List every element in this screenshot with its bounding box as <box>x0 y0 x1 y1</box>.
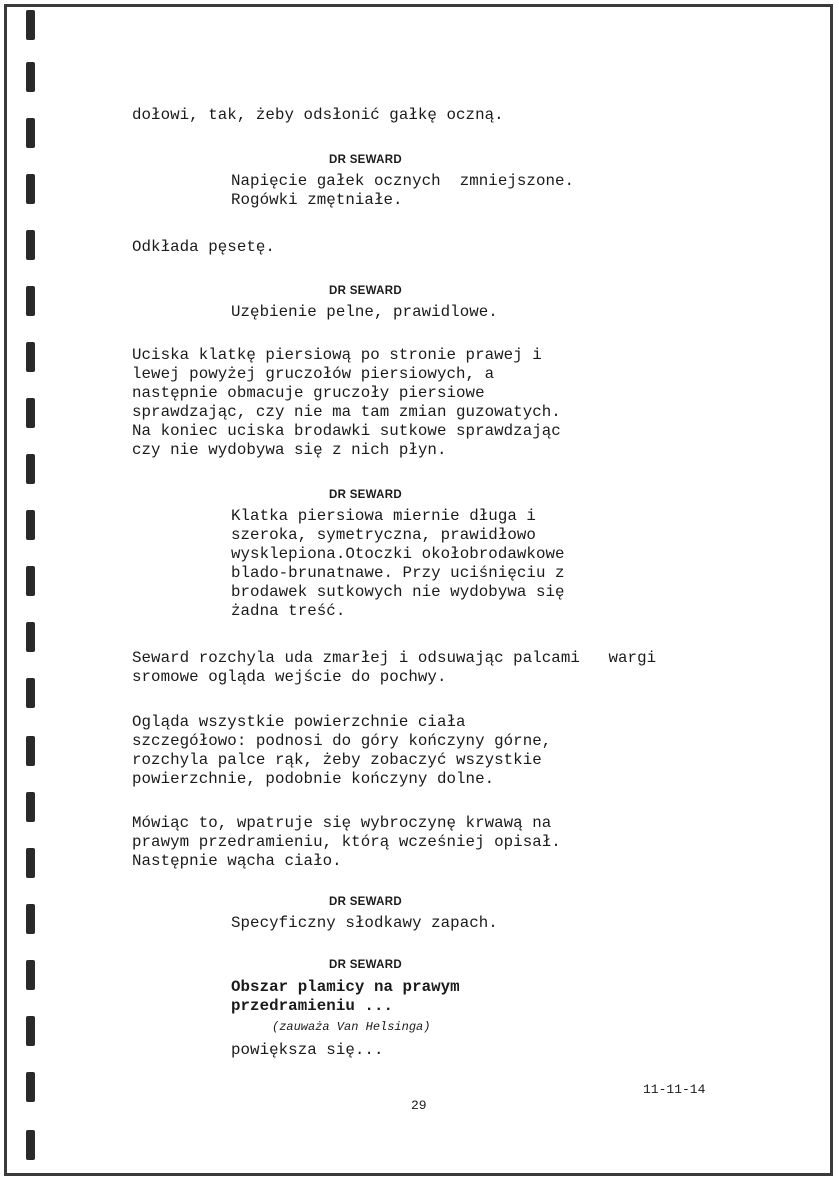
action-line: Seward rozchyla uda zmarłej i odsuwając palcami wargi <box>132 649 657 667</box>
binding-mark <box>26 792 35 822</box>
binding-mark <box>26 174 35 204</box>
binding-mark <box>26 230 35 260</box>
action-line: Na koniec uciska brodawki sutkowe sprawdzając <box>132 422 561 440</box>
binding-mark <box>26 678 35 708</box>
binding-mark <box>26 118 35 148</box>
binding-mark <box>26 1130 35 1160</box>
binding-mark <box>26 960 35 990</box>
dialog-line: brodawek sutkowych nie wydobywa się <box>231 583 565 601</box>
binding-mark <box>26 1072 35 1102</box>
action-line: Następnie wącha ciało. <box>132 852 342 870</box>
action-line: dołowi, tak, żeby odsłonić gałkę oczną. <box>132 106 504 124</box>
dialog-line: Klatka piersiowa miernie długa i <box>231 507 536 525</box>
footer-date: 11-11-14 <box>643 1082 706 1097</box>
action-line: Odkłada pęsetę. <box>132 238 275 256</box>
binding-mark <box>26 10 35 40</box>
action-line: sprawdzając, czy nie ma tam zmian guzowatych. <box>132 403 561 421</box>
binding-mark <box>26 286 35 316</box>
action-line: prawym przedramieniu, którą wcześniej opisał. <box>132 833 561 851</box>
binding-mark <box>26 62 35 92</box>
page-number: 29 <box>411 1098 427 1113</box>
binding-mark <box>26 904 35 934</box>
parenthetical: (zauważa Van Helsinga) <box>272 1020 431 1034</box>
binding-mark <box>26 848 35 878</box>
action-line: powierzchnie, podobnie kończyny dolne. <box>132 770 495 788</box>
dialog-line: Obszar plamicy na prawym <box>231 978 460 996</box>
action-line: Uciska klatkę piersiową po stronie prawej i <box>132 346 542 364</box>
dialog-line: Rogówki zmętniałe. <box>231 191 403 209</box>
dialog-line: Napięcie gałek ocznych zmniejszone. <box>231 172 575 190</box>
dialog-line: żadna treść. <box>231 602 346 620</box>
binding-mark <box>26 398 35 428</box>
action-line: czy nie wydobywa się z nich płyn. <box>132 441 447 459</box>
dialog-line: Uzębienie pelne, prawidlowe. <box>231 303 498 321</box>
binding-mark <box>26 342 35 372</box>
binding-mark <box>26 566 35 596</box>
action-line: lewej powyżej gruczołów piersiowych, a <box>132 365 495 383</box>
binding-mark <box>26 736 35 766</box>
dialog-line: Specyficzny słodkawy zapach. <box>231 914 498 932</box>
action-line: następnie obmacuje gruczoły piersiowe <box>132 384 485 402</box>
character-name: DR SEWARD <box>329 489 402 501</box>
dialog-line: szeroka, symetryczna, prawidłowo <box>231 526 536 544</box>
dialog-line: przedramieniu ... <box>231 997 394 1015</box>
dialog-line: powiększa się... <box>231 1041 384 1059</box>
binding-mark <box>26 622 35 652</box>
dialog-line: wysklepiona.Otoczki okołobrodawkowe <box>231 545 565 563</box>
action-line: szczegółowo: podnosi do góry kończyny górne, <box>132 732 552 750</box>
binding-holes <box>26 0 38 1183</box>
action-line: Mówiąc to, wpatruje się wybroczynę krwawą na <box>132 814 552 832</box>
dialog-line: blado-brunatnawe. Przy uciśnięciu z <box>231 564 565 582</box>
action-line: Ogląda wszystkie powierzchnie ciała <box>132 713 466 731</box>
action-line: sromowe ogląda wejście do pochwy. <box>132 668 447 686</box>
character-name: DR SEWARD <box>329 896 402 908</box>
action-line: rozchyla palce rąk, żeby zobaczyć wszystkie <box>132 751 542 769</box>
character-name: DR SEWARD <box>329 285 402 297</box>
binding-mark <box>26 510 35 540</box>
character-name: DR SEWARD <box>329 154 402 166</box>
binding-mark <box>26 454 35 484</box>
character-name: DR SEWARD <box>329 959 402 971</box>
binding-mark <box>26 1016 35 1046</box>
